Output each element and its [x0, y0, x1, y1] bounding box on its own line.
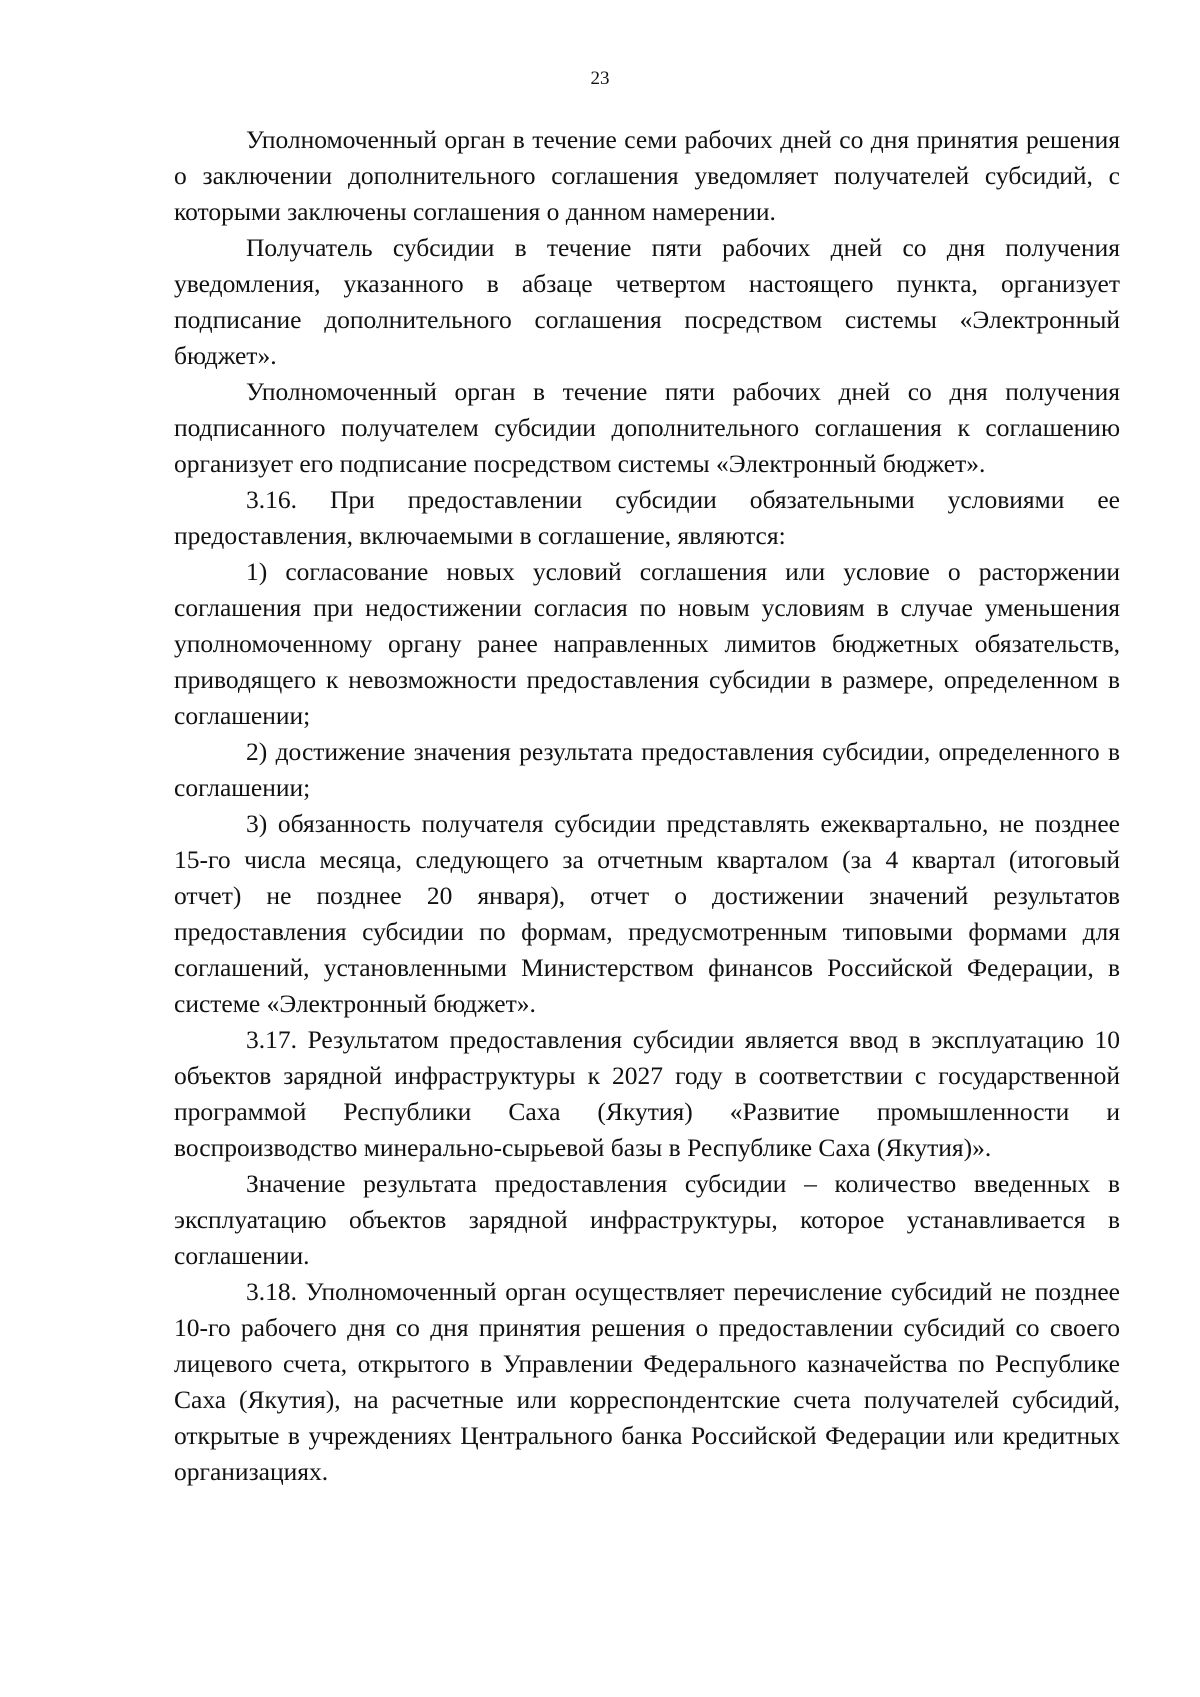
list-item-condition-3: 3) обязанность получателя субсидии представлять ежеквартально, не позднее 15-го числа месяца, следующего за отчетным кварталом (за 4 квартал (итоговый отчет) не позднее 20 января), отчет о достижении значений результатов предоставления субсидии по формам, предусмотренным типовыми формами для соглашений, установленными Министерством финансов Российской Федерации, в системе «Электронный бюджет».	[174, 809, 1120, 1018]
paragraph-clause-3-17: 3.17. Результатом предоставления субсидии является ввод в эксплуатацию 10 объектов зарядной инфраструктуры к 2027 году в соответствии с государственной программой Республики Саха (Якутия) «Развитие промышленности и воспроизводство минерально-сырьевой базы в Республике Саха (Якутия)».	[174, 1025, 1120, 1162]
paragraph-recipient-signing: Получатель субсидии в течение пяти рабочих дней со дня получения уведомления, указанного в абзаце четвертом настоящего пункта, организует подписание дополнительного соглашения посредством системы «Электронный бюджет».	[174, 233, 1120, 370]
page-number: 23	[590, 68, 610, 89]
paragraph-clause-3-16: 3.16. При предоставлении субсидии обязательными условиями ее предоставления, включаемыми в соглашение, являются:	[174, 485, 1120, 550]
list-item-condition-2: 2) достижение значения результата предоставления субсидии, определенного в соглашении;	[174, 737, 1120, 802]
paragraph-clause-3-18: 3.18. Уполномоченный орган осуществляет перечисление субсидий не позднее 10-го рабочего дня со дня принятия решения о предоставлении субсидий со своего лицевого счета, открытого в Управлении Федерального казначейства по Республике Саха (Якутия), на расчетные или корреспондентские счета получателей субсидий, открытые в учреждениях Центрального банка Российской Федерации или кредитных организациях.	[174, 1277, 1120, 1486]
paragraph-notification-of-recipients: Уполномоченный орган в течение семи рабочих дней со дня принятия решения о заключении дополнительного соглашения уведомляет получателей субсидий, с которыми заключены соглашения о данном намерении.	[174, 125, 1120, 226]
paragraph-authority-signing: Уполномоченный орган в течение пяти рабочих дней со дня получения подписанного получателем субсидии дополнительного соглашения к соглашению организует его подписание посредством системы «Электронный бюджет».	[174, 377, 1120, 478]
paragraph-result-value: Значение результата предоставления субсидии – количество введенных в эксплуатацию объектов зарядной инфраструктуры, которое устанавливается в соглашении.	[174, 1169, 1120, 1270]
list-item-condition-1: 1) согласование новых условий соглашения или условие о расторжении соглашения при недостижении согласия по новым условиям в случае уменьшения уполномоченному органу ранее направленных лимитов бюджетных обязательств, приводящего к невозможности предоставления субсидии в размере, определенном в соглашении;	[174, 557, 1120, 730]
document-body	[174, 122, 1120, 1490]
